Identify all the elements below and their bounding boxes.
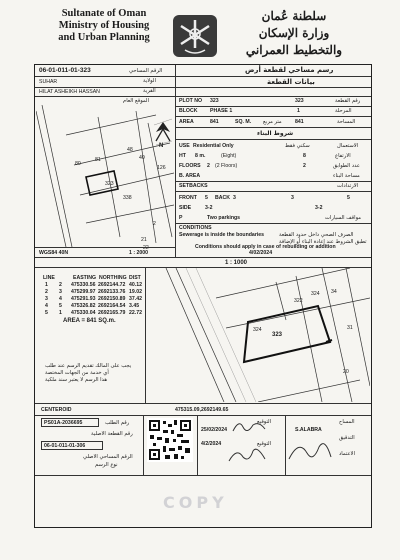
coord-to: 1: [59, 310, 62, 316]
sheet-title-ar: رسم مساحي لقطعة أرض: [245, 66, 334, 74]
coords-header-northing: NORTHING: [99, 275, 127, 281]
area-ar-value: 841: [295, 119, 304, 125]
block-label-ar: المرحلة: [335, 108, 352, 114]
note-ar: هذا الرسم لا يعتبر سند ملكية: [45, 377, 108, 383]
coord-easting: 475330.56: [71, 282, 96, 288]
conditions-date: 4/02/2024: [249, 250, 273, 256]
coord-from: 5: [45, 310, 48, 316]
coord-easting: 475299.97: [71, 289, 96, 295]
use-label-ar: الاستعمال: [337, 143, 359, 149]
use-label: USE: [179, 143, 190, 149]
coords-header-line: LINE: [43, 275, 55, 281]
ministry-name-ar: [224, 8, 364, 59]
side-value: 3-2: [205, 205, 213, 211]
floors-ar-value: 2: [303, 163, 306, 169]
coord-to: 2: [59, 282, 62, 288]
height-extra: (Eight): [221, 153, 237, 159]
back-value: 3: [233, 195, 236, 201]
signature-icon: [231, 417, 267, 435]
note-ar: أي خدمة من الجهات المختصة: [45, 370, 109, 376]
general-location-ar: الموقع العام: [123, 98, 149, 104]
coords-header-easting: EASTING: [73, 275, 97, 281]
original-plan-number: 06-01-011-01-306: [44, 443, 86, 449]
coord-northing: 2692164.54: [98, 303, 126, 309]
conditions-ar-1: الصرف الصحي داخل حدود القطعة: [279, 232, 354, 238]
block-label: BLOCK: [179, 108, 198, 114]
checked-label-ar: التدقيق: [339, 435, 355, 441]
map-label: 80: [75, 161, 81, 167]
conditions-header-ar: شروط البناء: [257, 130, 294, 137]
height-label-ar: الارتفاع: [335, 153, 351, 159]
scale-small: 1 : 2000: [129, 250, 149, 256]
coord-northing: 2692150.89: [98, 296, 126, 302]
plot-label: 323: [272, 332, 283, 338]
parking-label: P: [179, 215, 183, 221]
map-label: 81: [95, 157, 101, 163]
conditions-label: CONDITIONS: [179, 225, 212, 231]
setbacks-label-ar: الارتدادات: [337, 183, 359, 189]
coord-from: 3: [45, 296, 48, 302]
map-label: 34: [331, 289, 337, 295]
plan-kind-label-ar: نوع الرسم: [95, 462, 118, 468]
copy-stamp: COPY: [163, 493, 228, 512]
height-ar-value: 8: [303, 153, 306, 159]
plot-data-title-ar: بيانات القطعة: [267, 78, 315, 86]
floors-label: FLOORS: [179, 163, 201, 169]
file-number: PS01A-2036695: [44, 420, 83, 426]
coord-dist: 19.02: [129, 289, 142, 295]
back-ar-value: 3: [291, 195, 294, 201]
use-value: Residential Only: [193, 143, 234, 149]
block-ar-value: 1: [297, 108, 300, 114]
coord-from: 1: [45, 282, 48, 288]
setbacks-label: SETBACKS: [179, 183, 208, 189]
signature-icon: [227, 443, 267, 465]
survey-sheet: [34, 64, 372, 528]
plot-no-value: 323: [210, 98, 219, 104]
datum-label: WGS84 40N: [39, 250, 69, 256]
note-ar: يجب على المالك تقديم الرسم عند طلب: [45, 363, 132, 369]
map-label: 338: [123, 195, 132, 201]
coord-northing: 2692144.72: [98, 282, 126, 288]
centeroid-value: 475315.09,2692149.65: [175, 407, 229, 413]
coord-dist: 3.45: [129, 303, 140, 309]
map-label: 31: [347, 325, 353, 331]
north-arrow-icon: [153, 121, 173, 143]
conditions-ar-2: تطبق الشروط عند إعادة البناء أو الإضافة: [279, 239, 367, 245]
surveyor-name: S.ALABRA: [295, 427, 322, 433]
map-label: 21: [141, 237, 147, 243]
coord-dist: 40.12: [129, 282, 142, 288]
village-label-ar: القرية: [143, 88, 156, 94]
block-value: PHASE 1: [210, 108, 233, 114]
building-area-label-ar: مساحة البناء: [333, 173, 360, 179]
village-value: HILAT ASHEIKH HASSAN: [39, 89, 100, 95]
signature-date-1: 25/02/2024: [201, 427, 227, 433]
map-label: 22: [143, 245, 149, 251]
area-label: AREA: [179, 119, 194, 125]
side-ar-value: 3-2: [315, 205, 323, 211]
map-label: 40: [139, 155, 145, 161]
floors-value: 2: [207, 163, 210, 169]
floors-extra: (2 Floors): [215, 163, 238, 169]
map-label: 324: [311, 291, 320, 297]
coord-dist: 37.42: [129, 296, 142, 302]
coord-to: 4: [59, 296, 62, 302]
coord-from: 2: [45, 289, 48, 295]
plot-no-label-ar: رقم القطعة: [335, 98, 361, 104]
floors-label-ar: عدد الطوابق: [333, 163, 360, 169]
signature-date-2: 4/2/2024: [201, 441, 222, 447]
orig-plan-label-ar: الرقم المساحي الاصلي: [83, 454, 133, 460]
map-label: 324: [253, 327, 262, 333]
approved-label-ar: الاعتماد: [339, 451, 355, 457]
parking-label-ar: مواقف السيارات: [325, 215, 362, 221]
coords-area: AREA = 841 SQ.m.: [63, 318, 116, 324]
plan-number: 06-01-011-01-323: [39, 67, 91, 74]
file-number-label-ar: رقم الطلب: [105, 420, 130, 426]
header-line: Sultanate of Oman: [61, 8, 147, 19]
ministry-name-en: [40, 8, 168, 44]
plan-number-label-ar: الرقم المساحي: [129, 68, 163, 74]
plot-no-label: PLOT NO: [179, 98, 203, 104]
area-value: 841: [210, 119, 219, 125]
qr-code-icon: [147, 418, 193, 462]
header-line: سلطنة عُمان: [261, 9, 327, 23]
use-ar-value: سكني فقط: [285, 143, 310, 149]
area-unit: SQ. M.: [235, 119, 252, 125]
signature-icon: [287, 437, 333, 465]
coord-easting: 475291.93: [71, 296, 96, 302]
orig-plot-label-ar: رقم القطعة الاصلية: [91, 431, 133, 437]
scale-large: 1 : 1000: [225, 260, 248, 266]
parking-value: Two parkings: [207, 215, 241, 221]
area-unit-ar: متر مربع: [263, 119, 282, 125]
height-label: HT: [179, 153, 186, 159]
conditions-line-1: Sewerage is inside the boundaries: [179, 232, 265, 238]
map-label: 20: [343, 369, 349, 375]
surveyor-label-ar: المساح: [339, 419, 355, 425]
area-label-ar: المساحة: [337, 119, 356, 125]
map-label: 323: [105, 181, 114, 187]
map-label: 48: [127, 147, 133, 153]
coord-from: 4: [45, 303, 48, 309]
front-ar-value: 5: [347, 195, 350, 201]
conditions-line-2: Conditions should apply in case of rebuilding or addition: [195, 244, 336, 250]
signature-label-ar: التوقيع: [257, 419, 272, 425]
centeroid-label: CENTEROID: [41, 407, 72, 413]
header-line: Ministry of Housing: [58, 20, 150, 31]
coord-to: 5: [59, 303, 62, 309]
plot-no-ar-value: 323: [295, 98, 304, 104]
coord-northing: 2692133.76: [98, 289, 126, 295]
wilayat-label-ar: الولاية: [143, 78, 156, 84]
back-label: BACK: [215, 195, 230, 201]
map-label: 2: [153, 221, 156, 227]
coords-header-dist: DIST: [129, 275, 141, 281]
oman-emblem-icon: [171, 14, 219, 58]
coord-dist: 22.72: [129, 310, 142, 316]
wilayat-value: SUHAR: [39, 79, 58, 85]
coord-easting: 475326.82: [71, 303, 96, 309]
coord-to: 3: [59, 289, 62, 295]
signature-label-ar-2: التوقيع: [257, 441, 272, 447]
side-label: SIDE: [179, 205, 192, 211]
building-area-label: B. AREA: [179, 173, 201, 179]
header-line: والتخطيط العمراني: [245, 43, 343, 57]
height-value: 8 m.: [195, 153, 206, 159]
header-line: وزارة الإسكان: [258, 26, 330, 40]
coord-easting: 475330.04: [71, 310, 96, 316]
front-label: FRONT: [179, 195, 197, 201]
map-label: 322: [294, 298, 303, 304]
north-label: N: [159, 143, 164, 149]
coord-northing: 2692165.79: [98, 310, 126, 316]
front-value: 5: [205, 195, 208, 201]
map-label: 126: [157, 165, 166, 171]
header-line: and Urban Planning: [58, 32, 150, 43]
